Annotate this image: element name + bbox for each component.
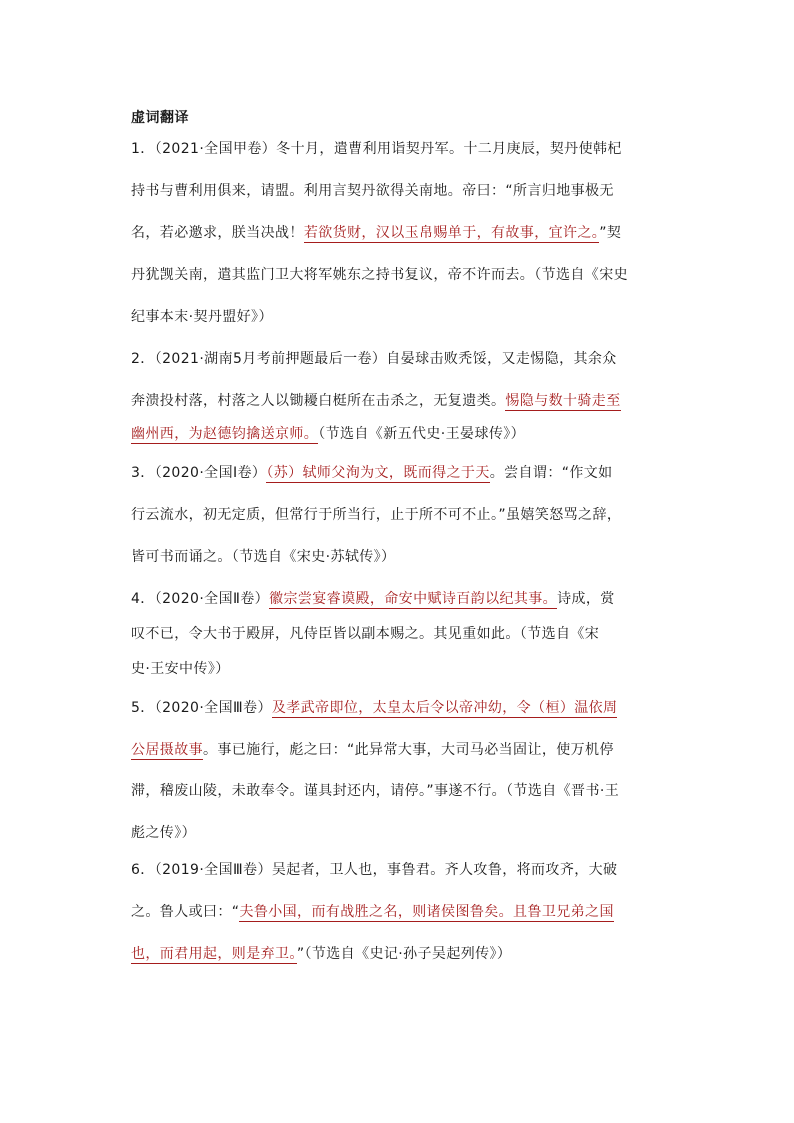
text-line (131, 138, 622, 158)
text-line (131, 264, 628, 284)
text-segment: 叹不已，令大书于殿屏，凡侍臣皆以副本赐之。其见重如此。（节选自《宋 (131, 626, 600, 642)
text-segment: ”契 (599, 225, 622, 241)
highlighted-sentence: 夫鲁小国，而有战胜之名，则诸侯图鲁矣。且鲁卫兄弟之国 (239, 904, 614, 920)
text-segment: 奔溃投村落，村落之人以锄耰白梃所在击杀之，无复遗类。 (131, 393, 506, 409)
text-line (131, 462, 613, 482)
text-line (131, 348, 617, 368)
text-segment: 6．（2019·全国Ⅲ卷）吴起者，卫人也，事鲁君。齐人攻鲁，将而攻齐，大破 (131, 862, 618, 878)
text-segment: 之。鲁人或曰：“ (131, 904, 240, 920)
text-segment: 持书与曹利用俱来，请盟。利用言契丹欲得关南地。帝曰：“所言归地事极无 (131, 183, 614, 199)
highlighted-sentence: 也，而君用起，则是弃卫。 (131, 946, 297, 962)
text-segment: 丹犹觊关南，遣其监门卫大将军姚东之持书复议，帝不许而去。（节选自《宋史 (131, 267, 628, 283)
section-title: 虚词翻译 (131, 110, 189, 126)
highlighted-sentence: 及孝武帝即位，太皇太后令以帝冲幼，令（桓）温依周 (271, 700, 618, 716)
text-line (131, 658, 230, 678)
highlighted-sentence: （苏）轼师父洵为文，既而得之于天 (266, 465, 490, 481)
highlighted-sentence: 徽宗尝宴睿谟殿，命安中赋诗百韵以纪其事。 (269, 591, 558, 607)
text-line (131, 423, 525, 443)
highlighted-sentence: 公居摄故事 (131, 742, 203, 758)
text-segment: 5．（2020·全国Ⅲ卷） (131, 700, 272, 716)
text-line (131, 780, 619, 800)
text-segment: 皆可书而诵之。（节选自《宋史·苏轼传》） (131, 549, 396, 565)
text-line (131, 390, 621, 410)
text-line (131, 222, 621, 242)
text-segment: 纪事本末·契丹盟好》） (131, 309, 273, 325)
text-segment: 名，若必邀求，朕当决战！ (131, 225, 304, 241)
text-segment: 彪之传》） (131, 825, 196, 841)
text-line (131, 504, 621, 524)
text-segment: 史·王安中传》） (131, 661, 230, 677)
text-segment: 。尝自谓：“作文如 (489, 465, 613, 481)
text-segment: ”（节选自《史记·孙子吴起列传》） (296, 946, 512, 962)
text-segment: 4．（2020·全国Ⅱ卷） (131, 591, 270, 607)
text-line (131, 588, 615, 608)
text-line (131, 859, 617, 879)
text-segment: 1．（2021·全国甲卷）冬十月，遣曹利用诣契丹军。十二月庚辰，契丹使韩杞 (131, 141, 622, 157)
text-segment: 滞，稽废山陵，未敢奉令。谨具封还内，请停。”事遂不行。（节选自《晋书·王 (131, 783, 620, 799)
highlighted-sentence: 若欲货财，汉以玉帛赐单于，有故事，宜许之。 (303, 225, 600, 241)
text-line (131, 822, 196, 842)
text-line (131, 739, 614, 759)
highlighted-sentence: 幽州西，为赵德钧擒送京师。 (131, 426, 319, 442)
highlighted-sentence: 惕隐与数十骑走至 (505, 393, 621, 409)
text-line (131, 546, 395, 566)
text-line (131, 901, 614, 921)
text-segment: 诗成，赏 (557, 591, 615, 607)
text-line (131, 180, 614, 200)
text-segment: （节选自《新五代史·王晏球传》） (318, 426, 526, 442)
text-line (131, 697, 617, 717)
text-line (131, 306, 273, 326)
text-segment: 行云流水，初无定质，但常行于所当行，止于所不可不止。”虽嬉笑怒骂之辞， (131, 507, 622, 523)
text-segment: 3．（2020·全国Ⅰ卷） (131, 465, 267, 481)
text-segment: 2．（2021·湖南5月考前押题最后一卷）自晏球击败秃馁，又走惕隐，其余众 (131, 351, 617, 367)
text-segment: 。事已施行，彪之曰：“此异常大事，大司马必当固让，使万机停 (203, 742, 614, 758)
text-line (131, 623, 599, 643)
text-line (131, 943, 511, 963)
